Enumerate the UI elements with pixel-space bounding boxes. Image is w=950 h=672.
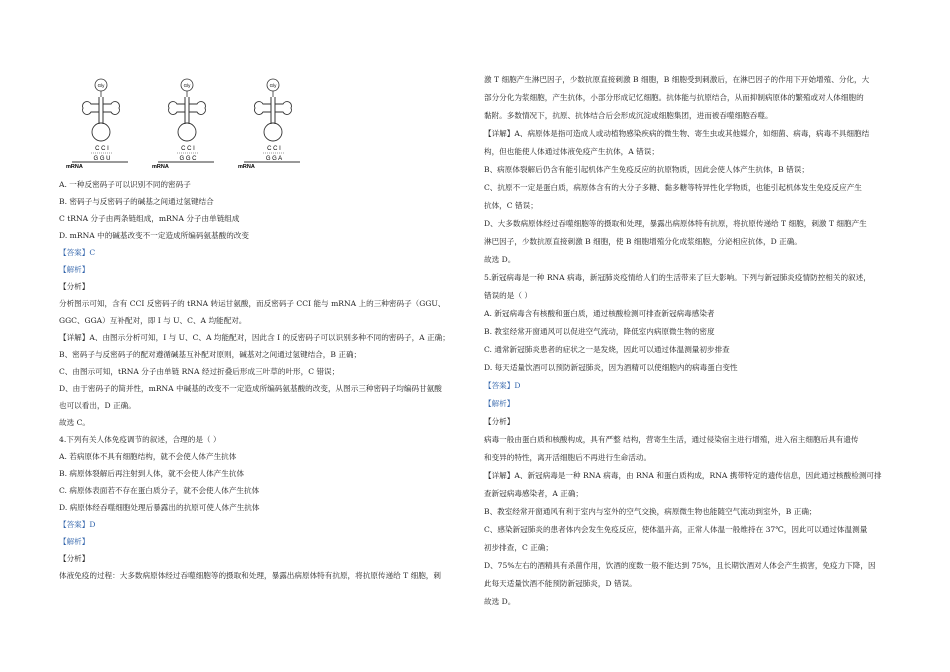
q4-cont-line-3: 黏附。多数情况下，抗原、抗体结合后会形成沉淀或细胞集团，进而被吞噬细胞吞噬。 <box>484 111 773 120</box>
q3-option-d: D. mRNA 中的碱基改变不一定造成所编码氨基酸的改变 <box>59 231 249 240</box>
q3-option-c: C tRNA 分子由两条链组成，mRNA 分子由单链组成 <box>59 214 240 223</box>
q5-analysis-line-1: 病毒一般由蛋白质和核酸构成，具有严整 结构，营寄生生活，通过侵染宿主进行增殖，进入宿主细胞后具有遗传 <box>484 435 859 444</box>
q5-detail-line-4: C、感染新冠肺炎的患者体内会发生免疫反应，使体温升高，正常人体温一般维持在 37℃，因此可以通过体温测量 <box>484 525 868 534</box>
q4-detail-line-6: D、大多数病原体经过吞噬细胞等的摄取和处理，暴露出病原体特有抗原，将抗原传递给 T 细胞，刺激 T 细胞产生 <box>484 219 867 228</box>
q4-stem: 4.下列有关人体免疫调节的叙述，合理的是（ ） <box>59 435 221 444</box>
amino-acid-label: Gly <box>97 83 105 88</box>
q5-option-c: C. 通常新冠肺炎患者的症状之一是发烧，因此可以通过体温测量初步排查 <box>484 345 730 354</box>
q5-detail-line-2: 查新冠病毒感染者，A 正确； <box>484 489 584 498</box>
q4-detail-line-2: 构，但也能使人体通过体液免疫产生抗体，A 错误； <box>484 147 659 156</box>
codon-label: G G U <box>93 156 111 162</box>
q3-jiexi: 【解析】 <box>59 265 90 274</box>
q5-detail-line-5: 初步排查，C 正确； <box>484 543 553 552</box>
q4-analysis-title: 【分析】 <box>59 554 90 563</box>
trna-figure <box>60 72 320 172</box>
q3-detail-line-4: D、由于密码子的简并性，mRNA 中碱基的改变不一定造成所编码氨基酸的改变，从图示三种密码子均编码甘氨酸 <box>59 384 442 393</box>
codon-label: G G C <box>179 156 197 162</box>
q5-option-d: D. 每天适量饮酒可以预防新冠肺炎，因为酒精可以使细胞内的病毒蛋白变性 <box>484 363 738 372</box>
q3-detail-line-3: C、由图示可知，tRNA 分子由单链 RNA 经过折叠后形成三叶草的叶形，C 错误； <box>59 367 340 376</box>
trna-diagram-3 <box>238 79 300 170</box>
q4-detail-line-1: 【详解】A、病原体是指可造成人或动植物感染疾病的微生物、寄生虫或其他媒介，如细菌、病毒，病毒不具细胞结 <box>484 129 870 138</box>
mrna-label: mRNA <box>66 164 83 170</box>
anticodon-label: C C I <box>181 146 195 152</box>
codon-label: G G A <box>265 156 283 162</box>
amino-acid-label: Gly <box>183 83 191 88</box>
q5-detail-line-3: B、教室经常开窗通风有利于室内与室外的空气交换，病原微生物也能随空气流动到室外，B 正确； <box>484 507 817 516</box>
q3-analysis-title: 【分析】 <box>59 282 90 291</box>
q5-analysis-line-2: 和变异的特性，离开活细胞后不再进行生命活动。 <box>484 453 652 462</box>
q5-detail-line-7: 此每天适量饮酒不能预防新冠肺炎，D 错误。 <box>484 579 637 588</box>
q4-jiexi: 【解析】 <box>59 537 90 546</box>
q4-option-d: D. 病原体经吞噬细胞处理后暴露出的抗原可使人体产生抗体 <box>59 503 260 512</box>
q4-cont-line-1: 激 T 细胞产生淋巴因子，少数抗原直接刺激 B 细胞，B 细胞受到刺激后，在淋巴因子的作用下开始增殖、分化，大 <box>484 75 870 84</box>
trna-diagram-1 <box>66 79 128 170</box>
anticodon-label: C C I <box>267 146 281 152</box>
q4-option-c: C. 病原体表面若不存在蛋白质分子，就不会使人体产生抗体 <box>59 486 260 495</box>
mrna-label: mRNA <box>238 164 255 170</box>
q5-detail-line-1: 【详解】A、新冠病毒是一种 RNA 病毒，由 RNA 和蛋白质构成，RNA 携带特定的遗传信息，因此通过核酸检测可排 <box>484 471 882 480</box>
q3-detail-line-5: 也可以看出，D 正确。 <box>59 401 136 410</box>
q3-analysis-line-1: 分析图示可知，含有 CCI 反密码子的 tRNA 转运甘氨酸，而反密码子 CCI 能与 mRNA 上的三种密码子（GGU、 <box>59 299 446 308</box>
q5-stem-line-1: 5.新冠病毒是一种 RNA 病毒，新冠肺炎疫情给人们的生活带来了巨大影响。下列与新冠肺炎疫情防控相关的叙述， <box>484 273 871 282</box>
q5-analysis-title: 【分析】 <box>484 417 515 426</box>
q5-option-a: A. 新冠病毒含有核酸和蛋白质，通过核酸检测可排查新冠病毒感染者 <box>484 309 715 318</box>
q4-option-b: B. 病原体裂解后再注射到人体，就不会使人体产生抗体 <box>59 469 245 478</box>
q4-detail-line-7: 淋巴因子，少数抗原直接刺激 B 细胞，使 B 细胞增殖分化成浆细胞，分泌相应抗体，D 正确。 <box>484 237 802 246</box>
q5-answer: 【答案】D <box>484 381 521 390</box>
anticodon-label: C C I <box>95 146 109 152</box>
q3-option-a: A. 一种反密码子可以识别不同的密码子 <box>59 180 191 189</box>
q4-cont-line-2: 部分分化为浆细胞，产生抗体，小部分形成记忆细胞。抗体能与抗原结合，从而抑制病原体的繁殖或对人体细胞的 <box>484 93 864 102</box>
q3-option-b: B. 密码子与反密码子的碱基之间通过氢键结合 <box>59 197 214 206</box>
q3-detail-line-6: 故选 C。 <box>59 418 91 427</box>
trna-diagram-2 <box>152 79 214 170</box>
q4-detail-line-8: 故选 D。 <box>484 255 516 264</box>
q4-detail-line-4: C、抗原不一定是蛋白质，病原体含有的大分子多糖、黏多糖等特异性化学物质，也能引起机体发生免疫反应产生 <box>484 183 862 192</box>
q3-analysis-line-2: GGC、GGA）互补配对，即 I 与 U、C、A 均能配对。 <box>59 316 247 325</box>
q5-stem-line-2: 错误的是（ ） <box>484 291 532 300</box>
q4-detail-line-5: 抗体，C 错误； <box>484 201 538 210</box>
q5-detail-line-8: 故选 D。 <box>484 597 516 606</box>
q3-answer: 【答案】C <box>59 248 96 257</box>
mrna-label: mRNA <box>152 164 169 170</box>
q5-option-b: B. 教室经常开窗通风可以促进空气流动，降低室内病原微生物的密度 <box>484 327 715 336</box>
q4-detail-line-3: B、病原体裂解后仍含有能引起机体产生免疫反应的抗原物质，因此会使人体产生抗体，B 错误； <box>484 165 809 174</box>
q3-detail-line-2: B、密码子与反密码子的配对遵循碱基互补配对原则，碱基对之间通过氢键结合，B 正确； <box>59 350 362 359</box>
q5-detail-line-6: D、75%左右的酒精具有杀菌作用，饮酒的度数一般不能达到 75%，且长期饮酒对人体会产生损害，免疫力下降，因 <box>484 561 876 570</box>
q3-detail-line-1: 【详解】A、由图示分析可知，I 与 U、C、A 均能配对，因此含 I 的反密码子可以识别多种不同的密码子，A 正确； <box>59 333 450 342</box>
q4-option-a: A. 若病原体不具有细胞结构，就不会使人体产生抗体 <box>59 452 237 461</box>
q4-analysis-line-1: 体液免疫的过程：大多数病原体经过吞噬细胞等的摄取和处理，暴露出病原体特有抗原，将抗原传递给 T 细胞，刺 <box>59 571 441 580</box>
q5-jiexi: 【解析】 <box>484 399 515 408</box>
amino-acid-label: Gly <box>269 83 277 88</box>
q4-answer: 【答案】D <box>59 520 96 529</box>
